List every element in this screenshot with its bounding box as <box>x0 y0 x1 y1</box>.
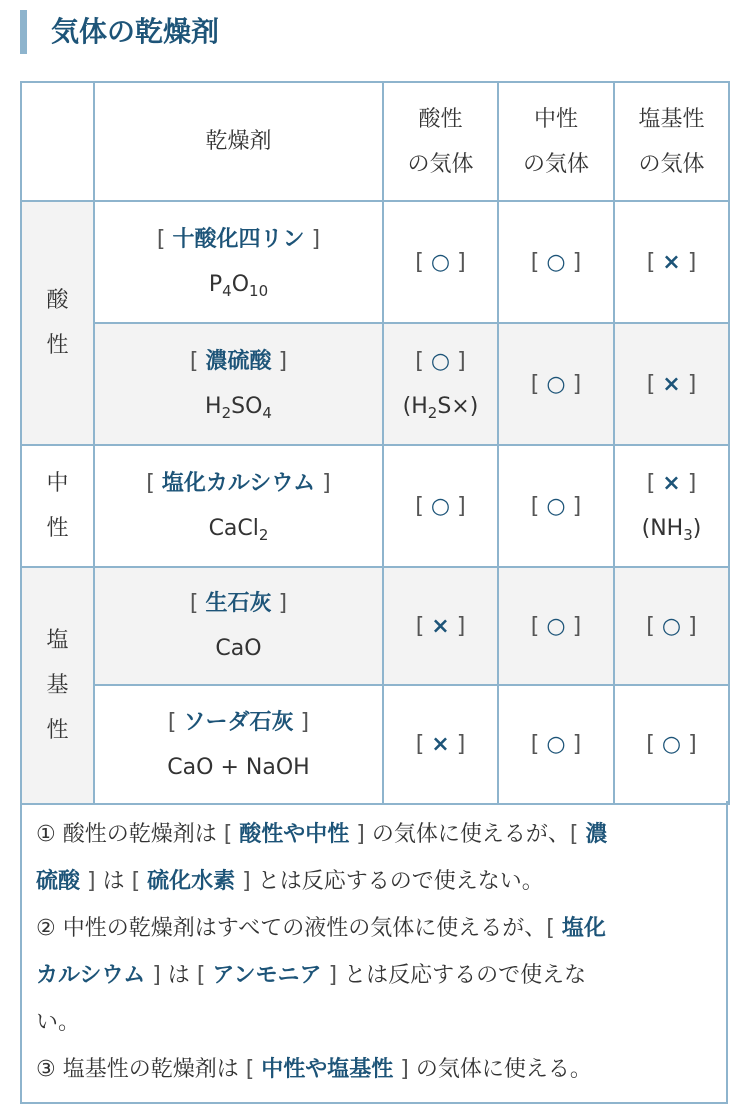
note-text: 硫化水素 <box>147 869 236 894</box>
category-neutral: 中 性 <box>21 445 94 567</box>
category-basic: 塩 基 性 <box>21 567 94 804</box>
table-row <box>21 201 729 323</box>
bracket-open: [ <box>646 732 655 757</box>
note-text: ③ 塩基性の乾燥剤は <box>36 1057 246 1082</box>
note-text: の気体に使える。 <box>408 1057 592 1082</box>
acid-cell <box>383 445 498 567</box>
notes-box <box>20 801 728 1104</box>
bracket-close: ] <box>688 732 697 757</box>
acid-mark: × <box>431 732 450 757</box>
bracket-close: ] <box>572 493 582 519</box>
bracket-close: ] <box>457 249 466 275</box>
note-item <box>36 1046 712 1093</box>
bracket-open: [ <box>156 227 166 252</box>
note-text: [ <box>196 963 213 988</box>
formula-part: CaO + NaOH <box>167 754 310 780</box>
bracket-open: [ <box>646 613 655 639</box>
note-text: ① 酸性の乾燥剤は <box>36 822 224 847</box>
agent-cell <box>94 445 383 567</box>
acid-cell <box>383 201 498 323</box>
formula-part: P <box>208 272 223 297</box>
bracket-open: [ <box>646 471 656 496</box>
bracket-open: [ <box>146 471 155 496</box>
neutral-cell <box>498 567 614 685</box>
agent-name: 十酸化四リン <box>172 227 305 252</box>
note-part: (NH <box>641 516 684 541</box>
agent-formula <box>95 262 382 307</box>
note-text: 塩化 <box>561 916 606 941</box>
table-row <box>21 685 729 804</box>
page-title: 気体の乾燥剤 <box>20 10 720 54</box>
basic-cell <box>614 445 729 567</box>
neutral-mark: ○ <box>546 249 566 275</box>
header-agent: 乾燥剤 <box>94 82 383 201</box>
formula-part: SO <box>231 394 263 419</box>
formula-part: 4 <box>222 282 232 300</box>
note-text: い。 <box>36 1010 81 1035</box>
bracket-open: [ <box>415 493 424 519</box>
formula-part: 4 <box>262 404 272 422</box>
note-part: 2 <box>427 404 438 422</box>
note-text: [ <box>546 916 562 941</box>
note-text: ] <box>235 869 251 894</box>
formula-part: H <box>205 394 222 419</box>
note-text: は <box>160 963 197 988</box>
note-part: 3 <box>683 526 693 544</box>
note-text: ] <box>321 963 338 988</box>
agent-cell <box>94 201 383 323</box>
bracket-open: [ <box>415 613 425 639</box>
header-neutral: 中性 の気体 <box>498 82 614 201</box>
agent-formula <box>95 626 382 671</box>
bracket-open: [ <box>415 732 425 757</box>
table-row <box>21 323 729 445</box>
basic-mark: × <box>662 471 681 496</box>
basic-cell <box>614 685 729 804</box>
basic-cell <box>614 567 729 685</box>
exception-note <box>384 384 497 429</box>
note-text: ] <box>80 869 96 894</box>
agent-cell <box>94 685 383 804</box>
agent-cell <box>94 323 383 445</box>
note-item <box>36 811 712 905</box>
acid-cell <box>383 323 498 445</box>
note-text: [ <box>245 1057 262 1082</box>
agent-formula <box>95 745 382 790</box>
formula-part: CaCl <box>208 516 259 541</box>
neutral-cell <box>498 685 614 804</box>
note-text: ] <box>349 822 365 847</box>
header-basic: 塩基性 の気体 <box>614 82 729 201</box>
bracket-open: [ <box>189 349 199 374</box>
bracket-close: ] <box>300 709 310 735</box>
neutral-cell <box>498 323 614 445</box>
bracket-close: ] <box>688 613 697 639</box>
bracket-open: [ <box>415 349 424 374</box>
acid-mark: × <box>431 613 450 639</box>
note-text: カルシウム <box>36 963 146 988</box>
note-text: は <box>95 869 132 894</box>
exception-note <box>615 506 728 551</box>
neutral-cell <box>498 201 614 323</box>
agent-formula <box>95 506 382 551</box>
note-item <box>36 905 712 1046</box>
header-acid: 酸性 の気体 <box>383 82 498 201</box>
note-text: 中性や塩基性 <box>261 1057 394 1082</box>
formula-part: 2 <box>221 404 232 422</box>
neutral-mark: ○ <box>546 732 566 757</box>
table-header-row <box>21 82 729 201</box>
note-part: S×) <box>437 394 479 419</box>
basic-mark: × <box>662 371 681 397</box>
agent-name: ソーダ石灰 <box>183 709 294 735</box>
formula-part: CaO <box>215 636 262 661</box>
bracket-open: [ <box>646 249 656 275</box>
neutral-mark: ○ <box>546 493 566 519</box>
basic-mark: ○ <box>661 613 682 639</box>
bracket-open: [ <box>415 249 424 275</box>
note-text: 濃 <box>585 822 608 847</box>
header-corner-cell <box>21 82 94 201</box>
note-text: [ <box>131 869 148 894</box>
bracket-open: [ <box>530 493 540 519</box>
note-text: [ <box>569 822 586 847</box>
basic-cell <box>614 323 729 445</box>
note-part: (H <box>402 394 428 419</box>
table-row <box>21 567 729 685</box>
note-part: ) <box>692 516 702 541</box>
bracket-close: ] <box>687 371 697 397</box>
note-text: 硫酸 <box>36 869 81 894</box>
agent-name: 塩化カルシウム <box>161 471 316 496</box>
bracket-open: [ <box>530 613 540 639</box>
agent-name: 生石灰 <box>205 591 272 616</box>
note-text: 酸性や中性 <box>239 822 350 847</box>
bracket-open: [ <box>530 371 540 397</box>
agent-name: 濃硫酸 <box>205 349 272 374</box>
bracket-close: ] <box>457 349 466 374</box>
formula-part: 10 <box>249 282 269 300</box>
bracket-open: [ <box>530 249 540 275</box>
neutral-mark: ○ <box>546 613 566 639</box>
note-text: ② 中性の乾燥剤はすべての液性の気体に使えるが、 <box>36 916 547 941</box>
bracket-close: ] <box>456 613 466 639</box>
bracket-close: ] <box>456 732 466 757</box>
bracket-close: ] <box>572 371 582 397</box>
note-text: ] <box>145 963 161 988</box>
drying-agent-table <box>20 81 730 805</box>
agent-formula <box>95 384 382 429</box>
acid-cell <box>383 567 498 685</box>
bracket-close: ] <box>687 471 697 496</box>
bracket-close: ] <box>278 591 288 616</box>
bracket-open: [ <box>189 591 199 616</box>
note-text: とは反応するので使えな <box>337 963 587 988</box>
note-text: アンモニア <box>212 963 322 988</box>
basic-cell <box>614 201 729 323</box>
note-text: ] <box>393 1057 409 1082</box>
formula-part: 2 <box>258 526 269 544</box>
table-row <box>21 445 729 567</box>
bracket-open: [ <box>530 732 540 757</box>
formula-part: O <box>231 272 250 297</box>
bracket-close: ] <box>572 732 582 757</box>
bracket-close: ] <box>572 249 582 275</box>
bracket-open: [ <box>646 371 656 397</box>
note-text: の気体に使えるが、 <box>364 822 570 847</box>
bracket-close: ] <box>687 249 697 275</box>
acid-mark: ○ <box>430 493 451 519</box>
note-text: [ <box>223 822 240 847</box>
category-acid: 酸 性 <box>21 201 94 445</box>
bracket-close: ] <box>322 471 331 496</box>
neutral-mark: ○ <box>546 371 566 397</box>
basic-mark: × <box>662 249 681 275</box>
agent-cell <box>94 567 383 685</box>
acid-mark: ○ <box>430 249 451 275</box>
bracket-close: ] <box>457 493 466 519</box>
neutral-cell <box>498 445 614 567</box>
acid-mark: ○ <box>430 349 451 374</box>
basic-mark: ○ <box>661 732 682 757</box>
bracket-open: [ <box>167 709 177 735</box>
note-text: とは反応するので使えない。 <box>250 869 544 894</box>
acid-cell <box>383 685 498 804</box>
bracket-close: ] <box>278 349 288 374</box>
bracket-close: ] <box>311 227 321 252</box>
bracket-close: ] <box>572 613 582 639</box>
